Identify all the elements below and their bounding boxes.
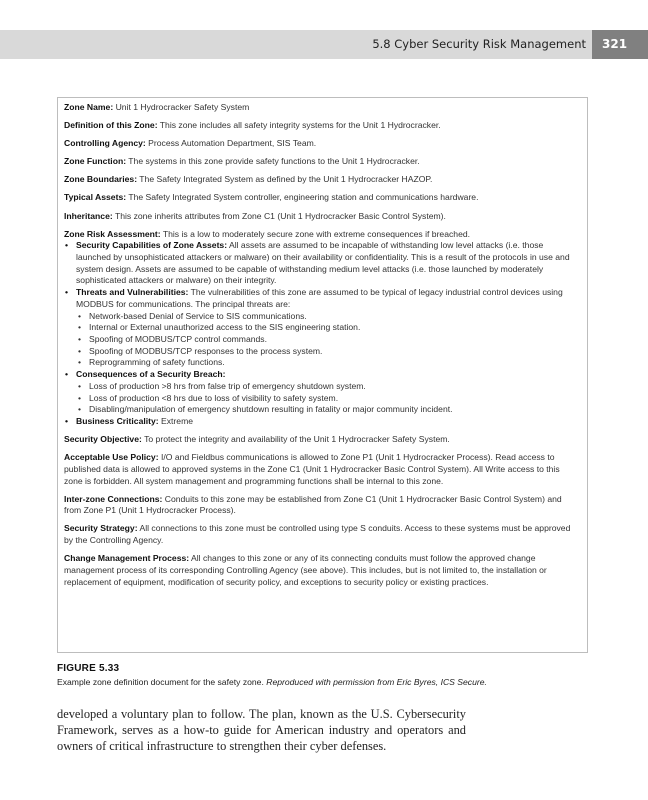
list-item: • Loss of production >8 hrs from false trip of emergency shutdown system. [76,381,580,393]
body-paragraph: developed a voluntary plan to follow. The plan, known as the U.S. Cybersecurity Framework, serves as a how-to guide for American industry and operators and owners of critical infrastructure to strengthen their cyber defenses. [57,707,466,753]
running-header-section-title: 5.8 Cyber Security Risk Management [372,37,586,51]
field-inter-zone-connections [64,494,580,517]
list-item: • Network-based Denial of Service to SIS communications. [76,311,580,323]
list-item-business-criticality [64,416,580,428]
field-value: All connections to this zone must be controlled using type S conduits. Access to these systems must be approved by the Controlling Agency. [64,523,571,546]
field-label: Zone Name: [64,102,114,112]
field-value: The Safety Integrated System as defined by the Unit 1 Hydrocracker HAZOP. [137,174,433,185]
field-zone-risk-assessment [64,229,580,241]
list-item: • Internal or External unauthorized access to the SIS engineering station. [76,322,580,334]
bullet-label: Security Capabilities of Zone Assets: [76,240,228,251]
field-value: This zone includes all safety integrity systems for the Unit 1 Hydrocracker. [157,120,441,131]
field-label: Typical Assets: [64,192,127,203]
field-typical-assets [64,192,580,204]
bullet-text: All assets are assumed to be incapable of withstanding low level attacks (i.e. those launched by unsophisticated attackers or malware) on their availability or confidentiality. This is a result of the protocols in use and system design. Assets are assumed to be capable of withstanding medium level attacks (i.e. those launched by moderately sophisticated attackers or malware) on their integrity. [76,240,570,286]
field-label: Zone Boundaries: [64,174,138,185]
bullet-text: Extreme [158,415,194,426]
field-value: All changes to this zone or any of its connecting conduits must follow the approved change management process of its corresponding Controlling Agency (see above). This includes, but is not limited to, the installation or replacement of equipment, modification of security policy, and exceptions to security policy or existing practices. [64,553,547,587]
field-controlling-agency [64,138,580,150]
bullet-text: The vulnerabilities of this zone are assumed to be typical of legacy industrial control devices using MODBUS for communications. The principal threats are: [76,287,563,309]
list-item: • Spoofing of MODBUS/TCP control commands. [76,334,580,346]
zone-definition-document [64,102,580,588]
list-item: • Spoofing of MODBUS/TCP responses to the process system. [76,346,580,358]
list-item-threats [64,287,580,369]
list-item: • Disabling/manipulation of emergency shutdown resulting in fatality or major community incident. [76,404,580,416]
field-change-management-process [64,553,580,588]
field-value: This is a low to moderately secure zone with extreme consequences if breached. [160,228,471,239]
field-value: Conduits to this zone may be established from Zone C1 (Unit 1 Hydrocracker Basic Control System) and from Zone P1 (Unit 1 Hydrocracker Process). [64,493,562,516]
figure-caption [57,677,487,687]
field-value: This zone inherits attributes from Zone C1 (Unit 1 Hydrocracker Basic Control System). [112,210,446,221]
caption-text: Example zone definition document for the safety zone. [57,677,267,687]
field-label: Zone Function: [64,156,127,167]
list-item: • Reprogramming of safety functions. [76,357,580,369]
field-security-objective [64,434,580,446]
list-item-consequences [64,369,580,416]
figure-caption-label: FIGURE 5.33 [57,663,120,674]
field-label: Zone Risk Assessment: [64,228,161,239]
page-number: 321 [592,30,648,59]
bullet-label: Business Criticality: [76,415,159,426]
list-item: • Loss of production <8 hrs due to loss of visibility to safety system. [76,393,580,405]
field-value: Process Automation Department, SIS Team. [145,138,317,149]
risk-assessment-list [64,240,580,427]
caption-credit: Reproduced with permission from Eric Byres, ICS Secure. [266,677,487,687]
field-label: Inheritance: [64,210,113,221]
field-value: To protect the integrity and availability of the Unit 1 Hydrocracker Safety System. [141,434,450,444]
bullet-label: Threats and Vulnerabilities: [76,287,189,298]
bullet-label: Consequences of a Security Breach: [76,369,226,380]
field-label: Acceptable Use Policy: [64,452,159,463]
consequences-sublist [76,381,580,416]
field-label: Security Strategy: [64,523,138,534]
list-item-security-capabilities [64,240,580,287]
field-value: The Safety Integrated System controller, engineering station and communications hardware. [126,192,479,203]
field-value: The systems in this zone provide safety functions to the Unit 1 Hydrocracker. [126,156,420,167]
field-zone-definition [64,120,580,132]
field-label: Inter-zone Connections: [64,493,163,504]
field-zone-boundaries [64,174,580,186]
field-value: I/O and Fieldbus communications is allowed to Zone P1 (Unit 1 Hydrocracker Process). Read access to published data is allowed to approved systems in the Zone C1 (Unit 1 Hydrocracker Basic Control System). All Write access to this zone is forbidden. All system management and programming functions shall be internal to this zone. [64,452,560,486]
field-value: Unit 1 Hydrocracker Safety System [113,102,250,112]
field-label: Definition of this Zone: [64,120,158,131]
field-label: Controlling Agency: [64,138,146,149]
field-zone-name [64,102,580,114]
field-acceptable-use-policy [64,452,580,487]
field-zone-function [64,156,580,168]
field-label: Change Management Process: [64,553,190,564]
field-label: Security Objective: [64,434,142,444]
field-security-strategy [64,523,580,546]
field-inheritance [64,211,580,223]
threats-sublist [76,311,580,370]
